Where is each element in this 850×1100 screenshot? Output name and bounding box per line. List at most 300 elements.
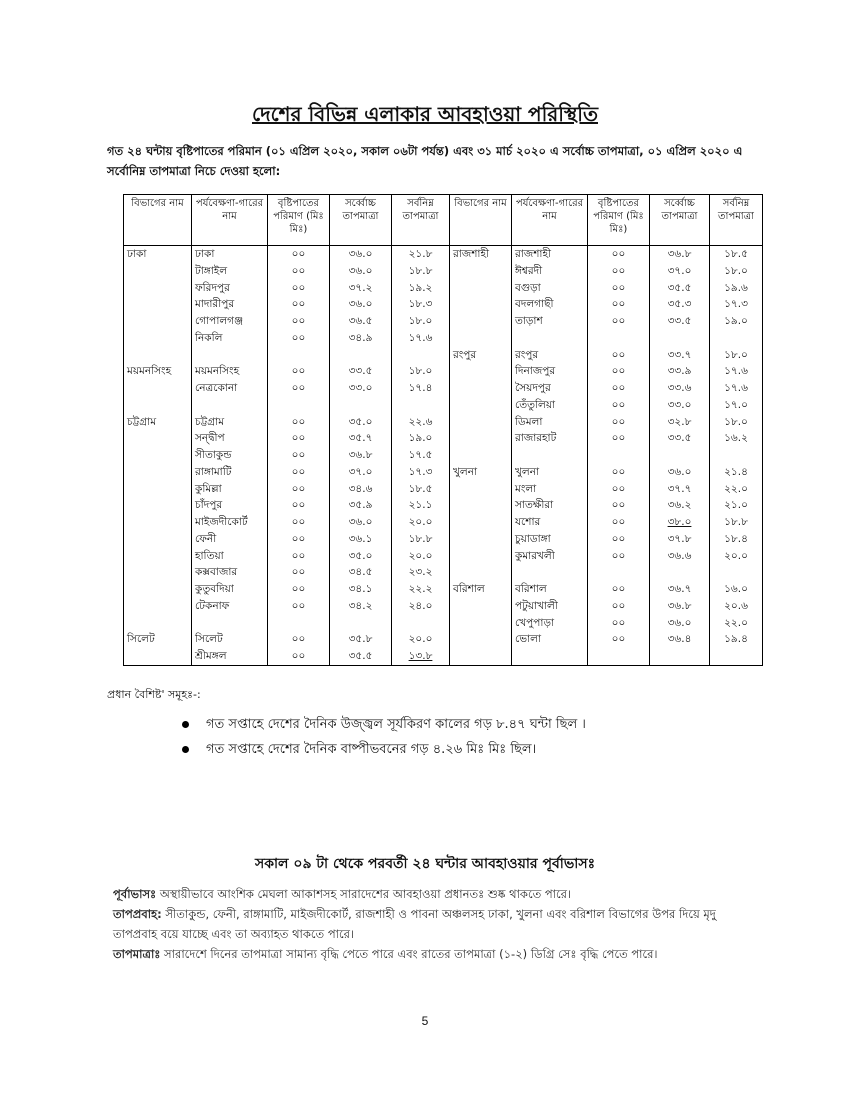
cell-max-temp: ৩৪.৬ bbox=[330, 481, 392, 498]
cell-max-temp: ৩৩.৭ bbox=[650, 347, 710, 364]
heatwave-text: সীতাকুন্ড, ফেনী, রাঙ্গামাটি, মাইজদীকোর্ট, রাজশাহী ও পাবনা অঞ্চলসহ ঢাকা, খুলনা এবং বরিশাল বিভাগের উপর দিয়ে মৃদু তাপপ্রবাহ বয়ে যাচ্ছে এবং তা অব্যাহত থাকতে পারে। bbox=[113, 907, 716, 941]
table-row bbox=[124, 648, 763, 666]
cell-min-temp: ১৮.৫ bbox=[710, 246, 763, 263]
cell-max-temp: ৩৫.৫ bbox=[330, 648, 392, 666]
cell-max-temp: ৩৬.৮ bbox=[650, 598, 710, 615]
table-row bbox=[124, 447, 763, 464]
cell-rainfall: ০০ bbox=[268, 481, 330, 498]
cell-division bbox=[124, 347, 192, 364]
cell-max-temp: ৩৪.১ bbox=[330, 581, 392, 598]
intro-text: গত ২৪ ঘন্টায় বৃষ্টিপাতের পরিমান (০১ এপ্রিল ২০২০, সকাল ০৬টা পর্যন্ত) এবং ৩১ মার্চ ২০২০ এ সর্বোচ্চ তাপমাত্রা, ০১ এপ্রিল ২০২০ এ সর্বোনিম্ন তাপমাত্রা নিচে দেওয়া হলো: bbox=[107, 144, 743, 178]
cell-station: সিলেট bbox=[192, 631, 268, 648]
cell-division bbox=[450, 548, 512, 565]
cell-rainfall bbox=[588, 447, 650, 464]
cell-station: ফরিদপুর bbox=[192, 280, 268, 297]
cell-rainfall: ০০ bbox=[588, 263, 650, 280]
cell-max-temp: ৩৬.৪ bbox=[650, 631, 710, 648]
cell-division bbox=[450, 313, 512, 330]
cell-min-temp: ১৯.০ bbox=[392, 430, 450, 447]
outlook-text: অস্থায়ীভাবে আংশিক মেঘলা আকাশসহ সারাদেশের আবহাওয়া প্রধানতঃ শুষ্ক থাকতে পারে। bbox=[156, 887, 572, 901]
cell-min-temp: ২০.০ bbox=[392, 514, 450, 531]
cell-rainfall: ০০ bbox=[268, 531, 330, 548]
cell-max-temp: ৩৪.২ bbox=[330, 598, 392, 615]
cell-station: তেঁতুলিয়া bbox=[512, 397, 588, 414]
header-min-temp: সর্বনিম্ন তাপমাত্রা bbox=[392, 195, 450, 246]
cell-min-temp: ১৮.৪ bbox=[710, 531, 763, 548]
heatwave-label: তাপপ্রবাহ: bbox=[113, 907, 162, 921]
header-rainfall: বৃষ্টিপাতের পরিমাণ (মিঃ মিঃ) bbox=[588, 195, 650, 246]
weather-table bbox=[123, 194, 763, 666]
cell-station bbox=[512, 447, 588, 464]
cell-division bbox=[124, 464, 192, 481]
cell-station: কুতুবদিয়া bbox=[192, 581, 268, 598]
cell-division bbox=[450, 531, 512, 548]
cell-max-temp: ৩৭.৮ bbox=[650, 531, 710, 548]
cell-min-temp: ২৪.০ bbox=[392, 598, 450, 615]
cell-station: বগুড়া bbox=[512, 280, 588, 297]
cell-division bbox=[450, 631, 512, 648]
cell-max-temp: ৩৬.১ bbox=[330, 531, 392, 548]
cell-station: হাতিয়া bbox=[192, 548, 268, 565]
cell-division bbox=[124, 380, 192, 397]
cell-division bbox=[124, 548, 192, 565]
cell-station: নিকলি bbox=[192, 330, 268, 347]
cell-min-temp bbox=[392, 397, 450, 414]
cell-rainfall: ০০ bbox=[588, 246, 650, 263]
cell-max-temp bbox=[330, 397, 392, 414]
bullet-icon bbox=[182, 746, 189, 753]
cell-division bbox=[124, 481, 192, 498]
cell-division bbox=[124, 330, 192, 347]
cell-min-temp: ২১.৮ bbox=[392, 246, 450, 263]
cell-station: ময়মনসিংহ bbox=[192, 363, 268, 380]
cell-rainfall bbox=[588, 564, 650, 581]
table-row bbox=[124, 414, 763, 431]
cell-max-temp: ৩৫.৯ bbox=[330, 497, 392, 514]
cell-rainfall: ০০ bbox=[268, 246, 330, 263]
cell-max-temp: ৩৩.৫ bbox=[330, 363, 392, 380]
cell-division bbox=[124, 447, 192, 464]
cell-rainfall: ০০ bbox=[588, 514, 650, 531]
cell-max-temp: ৩৪.৫ bbox=[330, 564, 392, 581]
cell-division bbox=[450, 481, 512, 498]
cell-min-temp: ১৬.২ bbox=[710, 430, 763, 447]
cell-max-temp: ৩৫.৫ bbox=[650, 280, 710, 297]
cell-division bbox=[450, 296, 512, 313]
cell-min-temp: ২২.২ bbox=[392, 581, 450, 598]
cell-division bbox=[450, 564, 512, 581]
cell-min-temp bbox=[710, 648, 763, 666]
cell-division: ঢাকা bbox=[124, 246, 192, 263]
cell-max-temp: ৩৫.৭ bbox=[330, 430, 392, 447]
cell-rainfall: ০০ bbox=[268, 581, 330, 598]
cell-division bbox=[124, 397, 192, 414]
cell-rainfall: ০০ bbox=[268, 313, 330, 330]
cell-division bbox=[450, 363, 512, 380]
cell-division: বরিশাল bbox=[450, 581, 512, 598]
cell-rainfall: ০০ bbox=[268, 598, 330, 615]
cell-station bbox=[192, 615, 268, 632]
cell-station: টাঙ্গাইল bbox=[192, 263, 268, 280]
cell-station bbox=[192, 347, 268, 364]
cell-station bbox=[512, 330, 588, 347]
cell-rainfall: ০০ bbox=[268, 280, 330, 297]
cell-division bbox=[450, 263, 512, 280]
cell-station: মাদারীপুর bbox=[192, 296, 268, 313]
header-max-temp: সর্ব্বোচ্চ তাপমাত্রা bbox=[330, 195, 392, 246]
cell-rainfall: ০০ bbox=[588, 414, 650, 431]
cell-rainfall bbox=[268, 615, 330, 632]
cell-division bbox=[450, 430, 512, 447]
outlook-label: পূর্বাভাসঃ bbox=[113, 887, 157, 901]
table-row bbox=[124, 615, 763, 632]
cell-division bbox=[124, 581, 192, 598]
cell-min-temp: ১৯.৬ bbox=[710, 280, 763, 297]
bullet-icon bbox=[182, 721, 189, 728]
cell-rainfall: ০০ bbox=[268, 514, 330, 531]
cell-min-temp: ১৮.৫ bbox=[392, 481, 450, 498]
header-station: পর্যবেক্ষণা-গারের নাম bbox=[192, 195, 268, 246]
cell-division bbox=[450, 447, 512, 464]
cell-max-temp: ৩৩.০ bbox=[650, 397, 710, 414]
cell-min-temp: ১৮.০ bbox=[710, 414, 763, 431]
cell-min-temp: ১৮.০ bbox=[710, 347, 763, 364]
table-row bbox=[124, 631, 763, 648]
cell-rainfall: ০০ bbox=[588, 397, 650, 414]
cell-station: মংলা bbox=[512, 481, 588, 498]
cell-max-temp: ৩৩.৫ bbox=[650, 313, 710, 330]
cell-division bbox=[124, 564, 192, 581]
cell-max-temp: ৩৫.০ bbox=[330, 548, 392, 565]
cell-station bbox=[512, 648, 588, 666]
cell-rainfall: ০০ bbox=[588, 481, 650, 498]
cell-min-temp: ১৭.৫ bbox=[392, 447, 450, 464]
cell-station: ফেনী bbox=[192, 531, 268, 548]
cell-max-temp: ৩৬.০ bbox=[330, 514, 392, 531]
cell-rainfall: ০০ bbox=[588, 280, 650, 297]
cell-rainfall: ০০ bbox=[268, 363, 330, 380]
cell-min-temp: ১৮.০ bbox=[710, 263, 763, 280]
table-row bbox=[124, 347, 763, 364]
cell-min-temp bbox=[710, 564, 763, 581]
cell-rainfall: ০০ bbox=[588, 497, 650, 514]
table-row bbox=[124, 363, 763, 380]
cell-rainfall: ০০ bbox=[588, 548, 650, 565]
table-row bbox=[124, 481, 763, 498]
cell-station bbox=[512, 564, 588, 581]
cell-rainfall: ০০ bbox=[588, 347, 650, 364]
table-row bbox=[124, 380, 763, 397]
cell-division bbox=[450, 397, 512, 414]
cell-max-temp: ৩৬.০ bbox=[330, 263, 392, 280]
table-row bbox=[124, 246, 763, 263]
table-row bbox=[124, 263, 763, 280]
cell-rainfall: ০০ bbox=[268, 631, 330, 648]
cell-max-temp: ৩৬.৮ bbox=[330, 447, 392, 464]
cell-max-temp: ৩৭.৭ bbox=[650, 481, 710, 498]
list-item bbox=[180, 737, 586, 762]
cell-min-temp: ১৯.৪ bbox=[710, 631, 763, 648]
cell-rainfall: ০০ bbox=[588, 313, 650, 330]
cell-station: সন্দ্বীপ bbox=[192, 430, 268, 447]
cell-division: ময়মনসিংহ bbox=[124, 363, 192, 380]
header-rainfall: বৃষ্টিপাতের পরিমাণ (মিঃ মিঃ) bbox=[268, 195, 330, 246]
cell-division bbox=[124, 313, 192, 330]
cell-rainfall: ০০ bbox=[588, 296, 650, 313]
cell-station bbox=[192, 397, 268, 414]
cell-max-temp: ৩৬.৫ bbox=[330, 313, 392, 330]
cell-min-temp bbox=[710, 447, 763, 464]
cell-division: চট্টগ্রাম bbox=[124, 414, 192, 431]
cell-min-temp: ২০.০ bbox=[392, 548, 450, 565]
cell-rainfall: ০০ bbox=[268, 296, 330, 313]
cell-station: সীতাকুন্ড bbox=[192, 447, 268, 464]
cell-max-temp: ৩৫.৮ bbox=[330, 631, 392, 648]
forecast-temperature bbox=[113, 944, 763, 964]
cell-division bbox=[124, 514, 192, 531]
cell-rainfall: ০০ bbox=[588, 464, 650, 481]
cell-min-temp: ১৭.৬ bbox=[710, 380, 763, 397]
cell-division: সিলেট bbox=[124, 631, 192, 648]
cell-rainfall bbox=[588, 330, 650, 347]
cell-division: রাজশাহী bbox=[450, 246, 512, 263]
cell-rainfall: ০০ bbox=[268, 497, 330, 514]
table-row bbox=[124, 313, 763, 330]
cell-station: ঢাকা bbox=[192, 246, 268, 263]
cell-max-temp: ৩৬.৭ bbox=[650, 581, 710, 598]
header-min-temp: সর্বনিম্ন তাপমাত্রা bbox=[710, 195, 763, 246]
cell-division bbox=[450, 648, 512, 666]
cell-division bbox=[124, 615, 192, 632]
cell-max-temp: ৩৮.০ bbox=[650, 514, 710, 531]
cell-station: পটুয়াখালী bbox=[512, 598, 588, 615]
cell-station: কুমারখলী bbox=[512, 548, 588, 565]
cell-max-temp: ৩৩.৬ bbox=[650, 380, 710, 397]
feature-text: গত সপ্তাহে দেশের দৈনিক উজ্জ্বল সূর্যকিরণ কালের গড় ৮.৪৭ ঘন্টা ছিল । bbox=[206, 717, 586, 732]
cell-division bbox=[450, 598, 512, 615]
cell-min-temp: ১৯.২ bbox=[392, 280, 450, 297]
cell-rainfall: ০০ bbox=[588, 631, 650, 648]
cell-division bbox=[124, 296, 192, 313]
cell-max-temp: ৩৬.০ bbox=[330, 246, 392, 263]
cell-station: সাতক্ষীরা bbox=[512, 497, 588, 514]
cell-rainfall: ০০ bbox=[268, 464, 330, 481]
cell-rainfall: ০০ bbox=[268, 564, 330, 581]
cell-station: খেপুপাড়া bbox=[512, 615, 588, 632]
cell-rainfall: ০০ bbox=[588, 363, 650, 380]
cell-division bbox=[450, 380, 512, 397]
cell-min-temp bbox=[392, 347, 450, 364]
cell-station: ঈশ্বরদী bbox=[512, 263, 588, 280]
cell-rainfall: ০০ bbox=[268, 380, 330, 397]
cell-division bbox=[450, 330, 512, 347]
cell-min-temp bbox=[710, 330, 763, 347]
cell-min-temp: ২০.৬ bbox=[710, 598, 763, 615]
cell-rainfall: ০০ bbox=[588, 615, 650, 632]
cell-min-temp: ১৭.৬ bbox=[710, 363, 763, 380]
cell-division bbox=[124, 430, 192, 447]
cell-station: টেকনাফ bbox=[192, 598, 268, 615]
table-row bbox=[124, 531, 763, 548]
forecast-outlook bbox=[113, 884, 763, 904]
cell-station: দিনাজপুর bbox=[512, 363, 588, 380]
cell-max-temp: ৩৭.০ bbox=[650, 263, 710, 280]
cell-max-temp: ৩৭.০ bbox=[330, 464, 392, 481]
feature-text: গত সপ্তাহে দেশের দৈনিক বাষ্পীভবনের গড় ৪.২৬ মিঃ মিঃ ছিল। bbox=[206, 742, 537, 757]
cell-min-temp: ১৯.০ bbox=[710, 313, 763, 330]
cell-min-temp: ১৮.০ bbox=[392, 363, 450, 380]
table-header-row bbox=[124, 195, 763, 246]
cell-station: চুয়াডাঙ্গা bbox=[512, 531, 588, 548]
cell-station: ডিমলা bbox=[512, 414, 588, 431]
cell-max-temp: ৩৩.০ bbox=[330, 380, 392, 397]
cell-station: রাঙ্গামাটি bbox=[192, 464, 268, 481]
cell-min-temp: ১৮.৮ bbox=[710, 514, 763, 531]
header-station: পর্যবেক্ষণা-গারের নাম bbox=[512, 195, 588, 246]
cell-max-temp bbox=[650, 330, 710, 347]
cell-station: তাড়াশ bbox=[512, 313, 588, 330]
cell-max-temp: ৩৫.০ bbox=[330, 414, 392, 431]
cell-division bbox=[124, 280, 192, 297]
cell-min-temp: ২২.৬ bbox=[392, 414, 450, 431]
cell-max-temp: ৩৬.০ bbox=[650, 464, 710, 481]
cell-min-temp: ২০.০ bbox=[710, 548, 763, 565]
cell-division bbox=[450, 280, 512, 297]
table-row bbox=[124, 430, 763, 447]
table-row bbox=[124, 581, 763, 598]
cell-rainfall: ০০ bbox=[268, 414, 330, 431]
cell-station: রাজশাহী bbox=[512, 246, 588, 263]
cell-station: চট্টগ্রাম bbox=[192, 414, 268, 431]
cell-max-temp: ৩৫.৩ bbox=[650, 296, 710, 313]
cell-rainfall: ০০ bbox=[588, 531, 650, 548]
header-division: বিভাগের নাম bbox=[124, 195, 192, 246]
table-row bbox=[124, 514, 763, 531]
temperature-label: তাপমাত্রাঃ bbox=[113, 947, 161, 961]
cell-max-temp bbox=[650, 564, 710, 581]
cell-station: যশোর bbox=[512, 514, 588, 531]
cell-rainfall: ০০ bbox=[588, 380, 650, 397]
page-number: 5 bbox=[421, 1014, 429, 1028]
cell-min-temp: ১৭.৪ bbox=[392, 380, 450, 397]
cell-division bbox=[124, 497, 192, 514]
cell-min-temp: ১৮.৮ bbox=[392, 531, 450, 548]
table-row bbox=[124, 330, 763, 347]
table-body bbox=[124, 246, 763, 666]
cell-station: সৈয়দপুর bbox=[512, 380, 588, 397]
table-row bbox=[124, 564, 763, 581]
cell-max-temp bbox=[650, 447, 710, 464]
forecast-section bbox=[113, 884, 763, 964]
cell-min-temp: ১৭.৩ bbox=[392, 464, 450, 481]
cell-max-temp bbox=[330, 347, 392, 364]
header-division: বিভাগের নাম bbox=[450, 195, 512, 246]
table-row bbox=[124, 464, 763, 481]
cell-max-temp: ৩৩.৫ bbox=[650, 430, 710, 447]
cell-division bbox=[124, 531, 192, 548]
table-row bbox=[124, 397, 763, 414]
cell-max-temp: ৩৪.৯ bbox=[330, 330, 392, 347]
cell-station: মাইজদীকোর্ট bbox=[192, 514, 268, 531]
cell-station: ভোলা bbox=[512, 631, 588, 648]
cell-station: কুমিল্লা bbox=[192, 481, 268, 498]
cell-division bbox=[124, 648, 192, 666]
features-label: প্রধান বৈশিষ্ট' সমূহঃ-: bbox=[107, 688, 201, 701]
cell-rainfall: ০০ bbox=[268, 648, 330, 666]
temperature-text: সারাদেশে দিনের তাপমাত্রা সামান্য বৃদ্ধি পেতে পারে এবং রাতের তাপমাত্রা (১-২) ডিগ্রি সেঃ বৃদ্ধি পেতে পারে। bbox=[160, 947, 658, 961]
cell-station: শ্রীমঙ্গল bbox=[192, 648, 268, 666]
features-list bbox=[180, 712, 586, 762]
cell-station: গোপালগঞ্জ bbox=[192, 313, 268, 330]
cell-min-temp: ২২.০ bbox=[710, 615, 763, 632]
cell-min-temp: ১৭.৩ bbox=[710, 296, 763, 313]
cell-min-temp: ২১.১ bbox=[392, 497, 450, 514]
cell-station: বরিশাল bbox=[512, 581, 588, 598]
cell-max-temp: ৩৬.০ bbox=[330, 296, 392, 313]
cell-division: রংপুর bbox=[450, 347, 512, 364]
cell-division bbox=[450, 615, 512, 632]
cell-rainfall: ০০ bbox=[268, 447, 330, 464]
page-title: দেশের বিভিন্ন এলাকার আবহাওয়া পরিস্থিতি bbox=[251, 102, 598, 126]
cell-rainfall: ০০ bbox=[588, 598, 650, 615]
cell-rainfall bbox=[268, 397, 330, 414]
cell-rainfall: ০০ bbox=[268, 430, 330, 447]
table-row bbox=[124, 296, 763, 313]
cell-min-temp bbox=[392, 615, 450, 632]
cell-division bbox=[124, 263, 192, 280]
cell-station: রাজারহাট bbox=[512, 430, 588, 447]
cell-rainfall: ০০ bbox=[588, 430, 650, 447]
table-row bbox=[124, 548, 763, 565]
cell-station: চাঁদপুর bbox=[192, 497, 268, 514]
header-max-temp: সর্ব্বোচ্চ তাপমাত্রা bbox=[650, 195, 710, 246]
cell-station: রংপুর bbox=[512, 347, 588, 364]
cell-min-temp: ২০.০ bbox=[392, 631, 450, 648]
cell-division: খুলনা bbox=[450, 464, 512, 481]
cell-division bbox=[450, 514, 512, 531]
cell-min-temp: ১৩.৮ bbox=[392, 648, 450, 666]
cell-station: নেত্রকোনা bbox=[192, 380, 268, 397]
cell-min-temp: ১৮.০ bbox=[392, 313, 450, 330]
list-item bbox=[180, 712, 586, 737]
cell-division bbox=[450, 497, 512, 514]
cell-rainfall: ০০ bbox=[268, 330, 330, 347]
cell-division bbox=[124, 598, 192, 615]
cell-min-temp: ২৩.২ bbox=[392, 564, 450, 581]
forecast-title: সকাল ০৯ টা থেকে পরবর্তী ২৪ ঘন্টার আবহাওয়ার পূর্বাভাসঃ bbox=[254, 856, 596, 872]
cell-station: বদলগাছী bbox=[512, 296, 588, 313]
table-row bbox=[124, 598, 763, 615]
cell-min-temp: ১৬.০ bbox=[710, 581, 763, 598]
cell-min-temp: ২২.০ bbox=[710, 481, 763, 498]
cell-rainfall bbox=[588, 648, 650, 666]
table-row bbox=[124, 497, 763, 514]
cell-min-temp: ১৮.৮ bbox=[392, 263, 450, 280]
cell-rainfall: ০০ bbox=[588, 581, 650, 598]
cell-station: খুলনা bbox=[512, 464, 588, 481]
cell-min-temp: ১৭.৬ bbox=[392, 330, 450, 347]
cell-max-temp: ৩২.৮ bbox=[650, 414, 710, 431]
cell-rainfall: ০০ bbox=[268, 263, 330, 280]
cell-min-temp: ১৭.০ bbox=[710, 397, 763, 414]
cell-max-temp bbox=[330, 615, 392, 632]
cell-rainfall: ০০ bbox=[268, 548, 330, 565]
cell-max-temp: ৩৬.৮ bbox=[650, 246, 710, 263]
cell-station: কক্সবাজার bbox=[192, 564, 268, 581]
cell-min-temp: ১৮.৩ bbox=[392, 296, 450, 313]
cell-max-temp: ৩৬.০ bbox=[650, 615, 710, 632]
cell-max-temp: ৩৩.৯ bbox=[650, 363, 710, 380]
